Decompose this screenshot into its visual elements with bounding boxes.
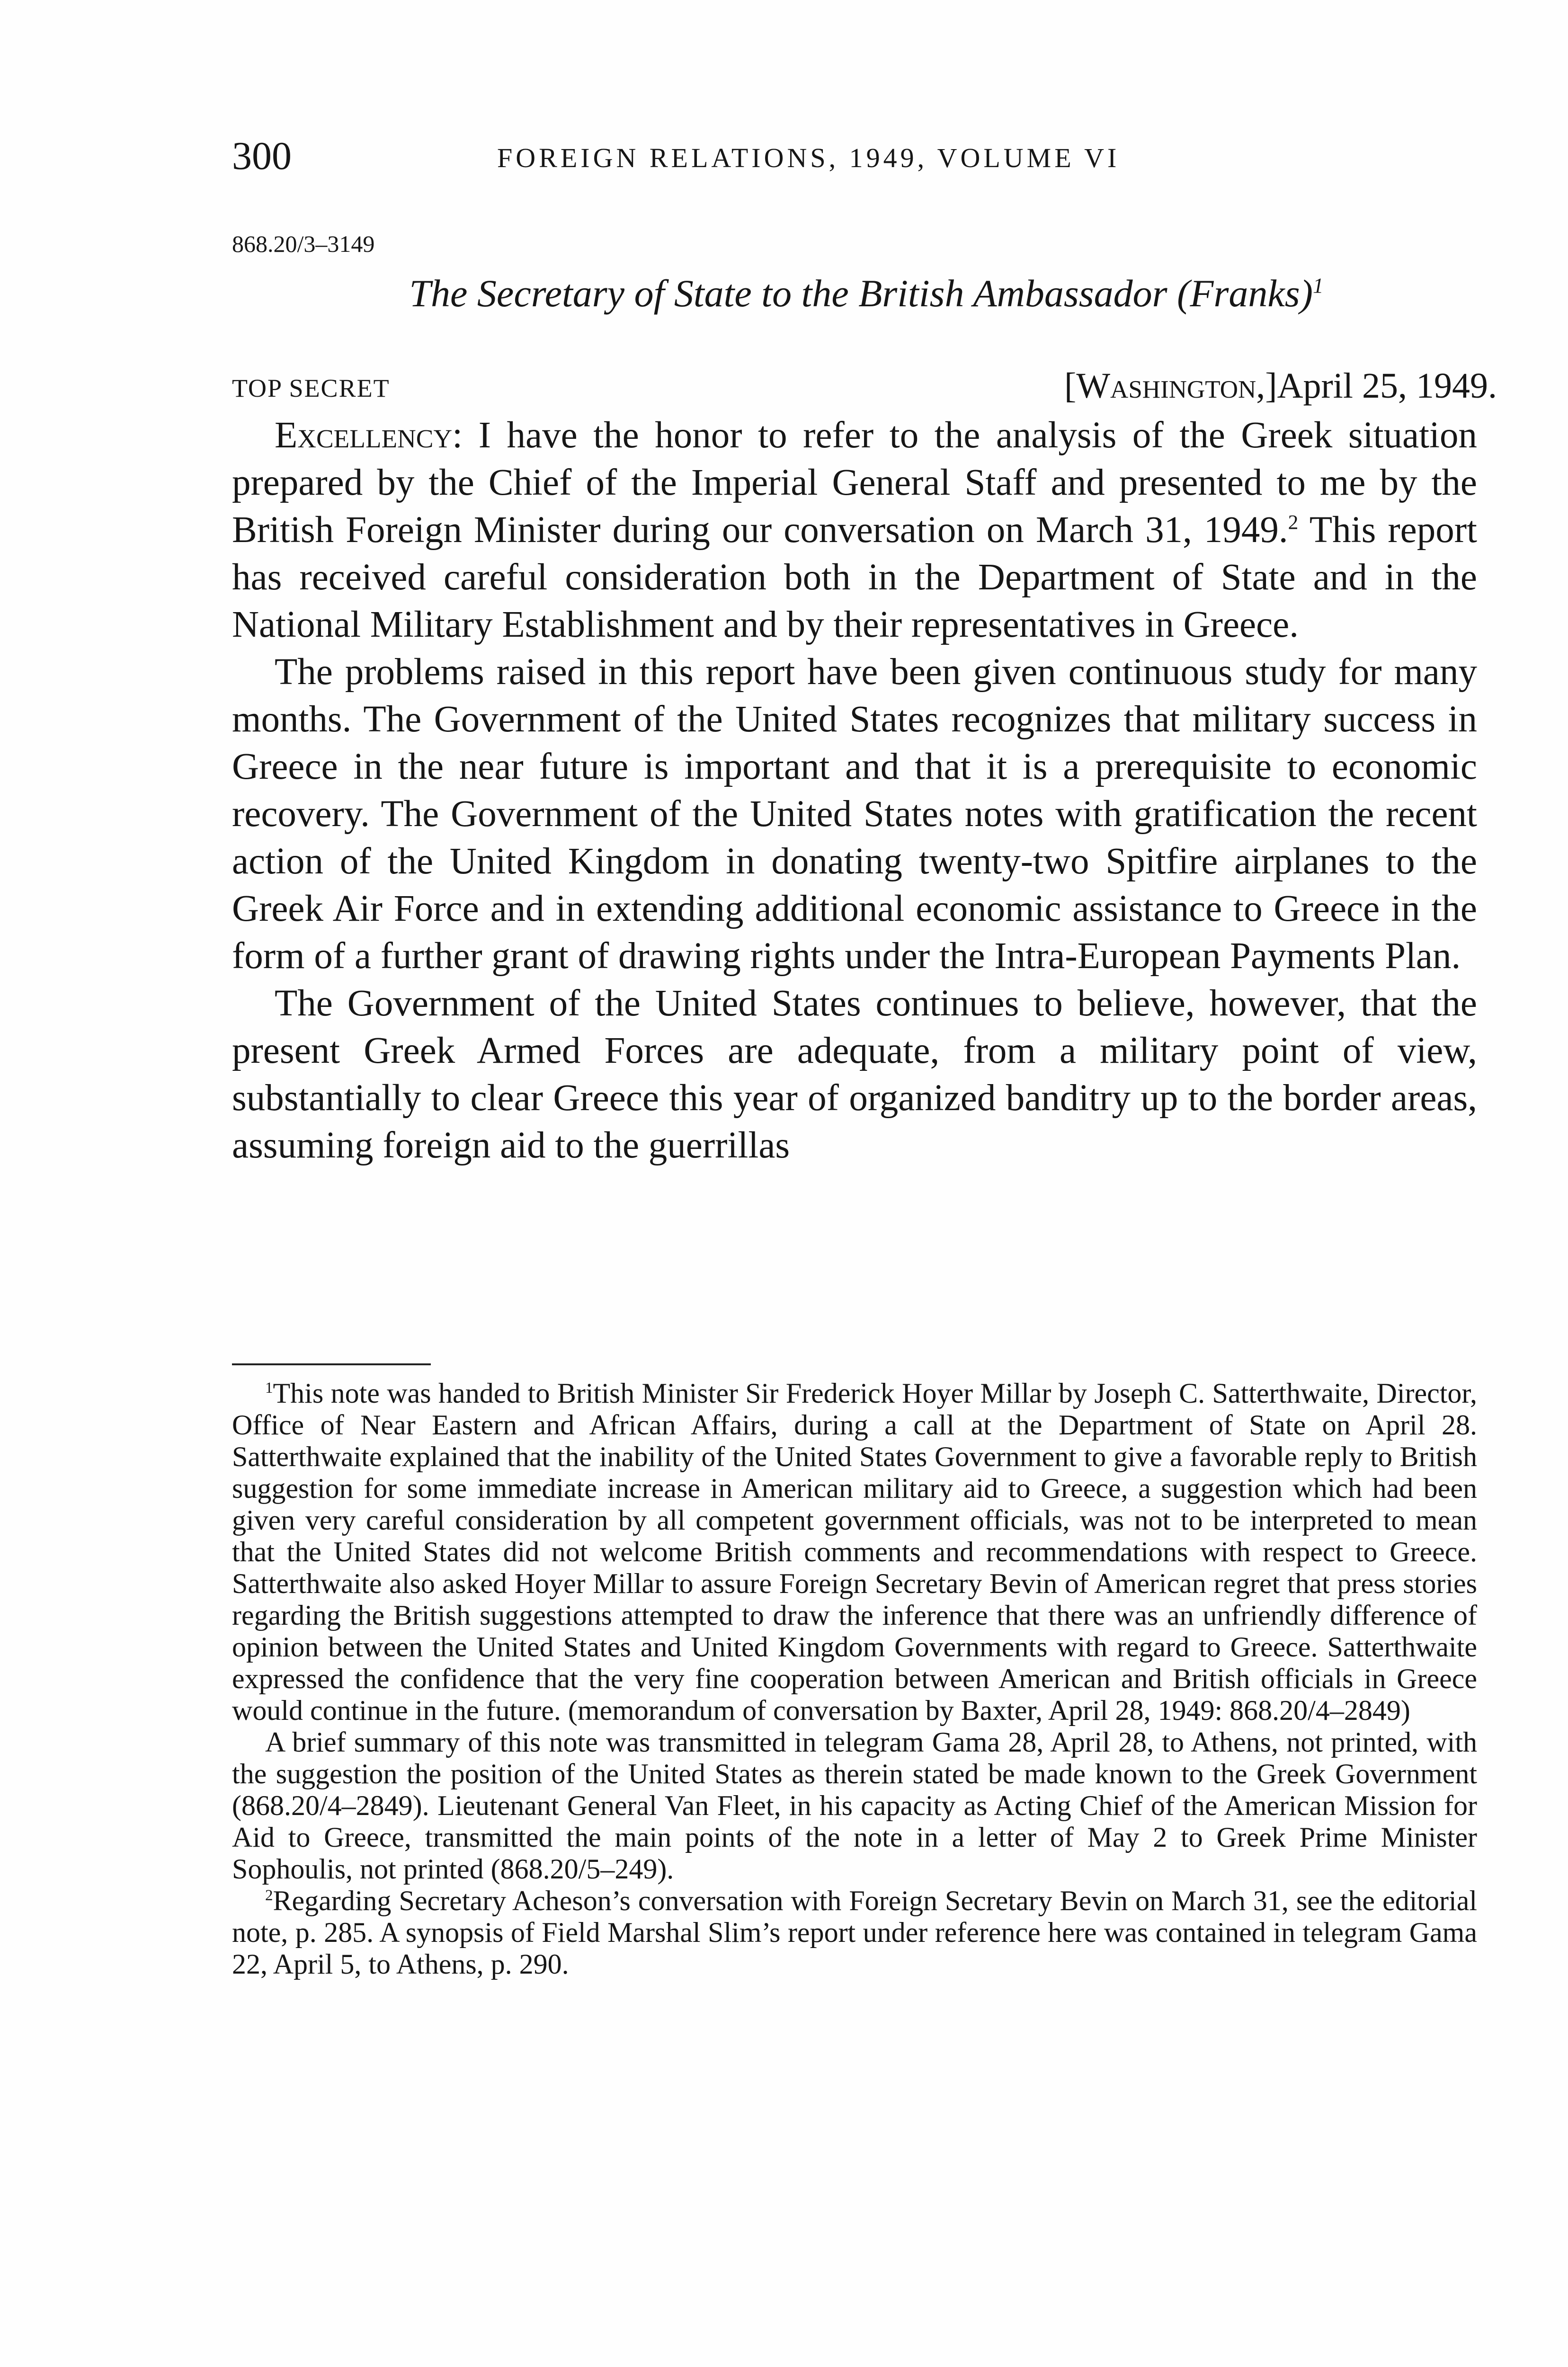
file-number: 868.20/3–3149: [232, 231, 375, 257]
footnote-2: [232, 1885, 1477, 1980]
paragraph-2: The problems raised in this report have been given continuous study for many months. The Government of the United States recognizes that military success in Greece in the near future is important and that it is a prerequisite to economic recovery. The Government of the United States notes with gratification the recent action of the United Kingdom in donating twenty-two Spitfire airplanes to the Greek Air Force and in extending additional economic assistance to Greece in the form of a further grant of drawing rights under the Intra-European Payments Plan.: [232, 651, 1477, 977]
footnote-2-text: Regarding Secretary Acheson’s conversation with Foreign Secretary Bevin on March 31, see the editorial note, p. 285. A synopsis of Field Marshal Slim’s report under reference here was contained in telegram Gama 22, April 5, to Athens, p. 290.: [232, 1885, 1477, 1980]
salutation: Excellency:: [275, 415, 463, 456]
dateline: [1064, 362, 1497, 409]
page-header: [232, 133, 1501, 189]
footnote-1-continuation: A brief summary of this note was transmitted in telegram Gama 28, April 28, to Athens, not printed, with the suggestion the position of the United States as therein stated be made known to the Greek Government (868.20/4–2849). Lieutenant General Van Fleet, in his capacity as Acting Chief of the American Mission for Aid to Greece, transmitted the main points of the note in a letter of May 2 to Greek Prime Minister Sophoulis, not printed (868.20/5–249).: [232, 1726, 1477, 1885]
footnote-ref-2: 2: [1288, 511, 1299, 534]
footnote-1-marker: 1: [265, 1379, 273, 1397]
running-head: FOREIGN RELATIONS, 1949, VOLUME VI: [497, 142, 1120, 173]
paragraph-1-part-2: This report has received careful consideration both in the Department of State and in the National Military Establishment and by their representatives in Greece.: [232, 509, 1477, 645]
paragraph-1: [232, 412, 1477, 649]
page-number: 300: [232, 134, 292, 178]
footnote-1-text: This note was handed to British Minister Sir Frederick Hoyer Millar by Joseph C. Satterthwaite, Director, Office of Near Eastern and African Affairs, during a call at the Department of State on April 28. Satterthwaite explained that the inability of the United States Government to give a favorable reply to British suggestion for some immediate increase in American military aid to Greece, a suggestion which had been given very careful consideration by all competent government officials, was not to be interpreted to mean that the United States did not welcome British comments and recommendations with respect to Greece. Satterthwaite also asked Hoyer Millar to assure Foreign Secretary Bevin of American regret that press stories regarding the British suggestions attempted to draw the inference that there was an unfriendly difference of opinion between the United States and United Kingdom Governments with regard to Greece. Satterthwaite expressed the confidence that the very fine cooperation between American and British officials in Greece would continue in the future. (memorandum of conversation by Baxter, April 28, 1949: 868.20/4–2849): [232, 1378, 1477, 1726]
paragraph-1-part-1: I have the honor to refer to the analysis of the Greek situation prepared by the Chief of the Imperial General Staff and presented to me by the British Foreign Minister during our conversation on March 31, 1949.: [232, 415, 1478, 551]
footnote-2-marker: 2: [265, 1887, 273, 1904]
footnote-ref-1: 1: [1313, 274, 1324, 298]
dateline-date: April 25, 1949.: [1277, 366, 1497, 406]
paragraph-3: The Government of the United States continues to believe, however, that the present Greek Armed Forces are adequate, from a military point of view, substantially to clear Greece this year of organized banditry up to the border areas, assuming foreign aid to the guerrillas: [232, 983, 1477, 1166]
footnote-1: [232, 1378, 1477, 1726]
letter-body: [232, 412, 1477, 1169]
footnote-divider: [232, 1363, 431, 1365]
dateline-place: [Washington,]: [1064, 366, 1277, 406]
classification-label: TOP SECRET: [232, 374, 390, 402]
document-title-text: The Secretary of State to the British Ambassador (Franks): [409, 272, 1313, 315]
document-title: [232, 267, 1501, 320]
footnotes: [232, 1378, 1477, 1980]
